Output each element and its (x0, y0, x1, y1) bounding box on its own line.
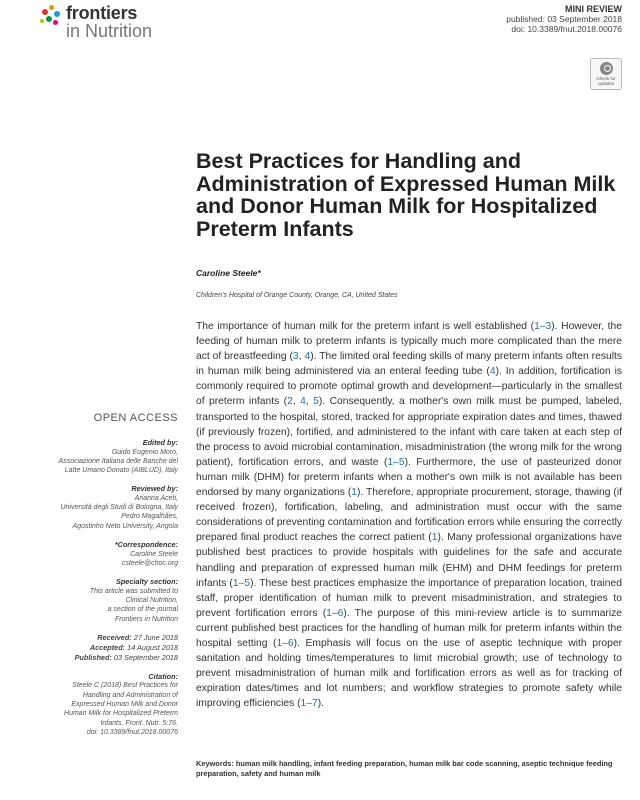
citation-link[interactable]: 1–7 (300, 698, 318, 710)
author-name[interactable]: Caroline Steele* (196, 268, 261, 278)
check-for-updates-button[interactable]: Check for updates (590, 58, 622, 90)
abstract-text: , (305, 396, 314, 408)
article-dates (30, 633, 178, 663)
published-date: published: 03 September 2018 (506, 14, 622, 24)
journal-name: in Nutrition (66, 21, 153, 41)
article-meta (506, 4, 622, 34)
correspondence-email[interactable]: csteele@choc.org (121, 559, 178, 567)
citation-link[interactable]: 2 (287, 396, 293, 408)
citation-link[interactable]: 5 (313, 396, 319, 408)
citation: Citation: Steele C (2018) Best Practices for Handling and Administration of Expressed Human Milk and Donor Human Milk for Hospitalized Preterm Infants. Front. Nutr. 5:76. doi: 10.3389/fnut.2018.00076 (30, 672, 178, 737)
abstract-text: ). However, the feeding of human milk to preterm infants is typically much more complicated than the mere act of breastfeeding ( (196, 321, 622, 363)
author-affiliation: Children's Hospital of Orange County, Orange, CA, United States (196, 292, 398, 299)
abstract-text: , (298, 351, 305, 363)
abstract-text: ). Therefore, appropriate procurement, storage, thawing (if received frozen), fortification, labeling, and administration must occur with the same considerations of preventing contamination and fortification errors while ensuring the correctly prepared final product reaches the correct patient ( (196, 487, 622, 544)
abstract-text: ). Furthermore, the use of pasteurized donor human milk (DHM) for preterm infants when a mother's own milk is not available has been endorsed by many organizations ( (196, 456, 622, 499)
citation-link[interactable]: 1–5 (232, 577, 251, 589)
citation-link[interactable]: 4 (300, 396, 306, 408)
abstract-text: ). The purpose of this mini-review article is to summarize current published best practices for the handling of human milk for preterm infants within the hospital setting ( (196, 607, 622, 649)
keywords-label: Keywords: (196, 759, 234, 768)
abstract-text: ). The limited oral feeding skills of many preterm infants often results in human milk being administered via an enteral feeding tube ( (196, 351, 622, 378)
doi-link[interactable]: doi: 10.3389/fnut.2018.00076 (511, 24, 622, 34)
abstract-text: ). These best practices emphasize the importance of preparation location, trained staff, proper identification of human milk to prevent misadministration, and strategies to prevent fortification errors ( (196, 577, 622, 619)
frontiers-logo-icon (40, 5, 62, 29)
received-date: Received: 27 June 2018 (97, 632, 178, 642)
check-updates-icon (600, 62, 613, 75)
editor-name[interactable]: Guido Eugenio Moro, (111, 448, 178, 456)
abstract-text: ). (317, 698, 325, 710)
citation-link[interactable]: 1 (431, 532, 438, 544)
abstract-text: , (292, 396, 301, 408)
abstract-text: ). Emphasis will focus on the use of aseptic technique with proper sanitation and holding times/temperatures to limit microbial growth; use of technology to prevent misadministration of human milk and fortification errors as well as for tracking of expiration dates/times and lot numbers; and workflow strategies to promote safety while improving efficiencies ( (196, 637, 622, 710)
reviewer-name[interactable]: Pedro Magalhães, (121, 513, 178, 521)
citation-link[interactable]: 4 (304, 351, 311, 363)
open-access-label: OPEN ACCESS (93, 412, 178, 424)
citation-link[interactable]: 1–5 (387, 456, 405, 468)
correspondence: *Correspondence: Caroline Steele csteele@choc.org (30, 540, 178, 568)
specialty-section: Specialty section: This article was submitted to Clinical Nutrition, a section of the journal Frontiers in Nutrition (89, 577, 178, 623)
reviewer-name[interactable]: Arianna Aceti, (134, 494, 178, 502)
citation-link[interactable]: 1–6 (326, 607, 344, 619)
abstract-text: ). Consequently, a mother's own milk must be pumped, labeled, transported to the hospital, stored, tracked for appropriate expiration dates and times, thawed (if previously frozen), fortified, and administered to the infant with care taken at each step of the process to avoid microbial contamination, misadministration (the wrong milk for the wrong patient), fortification errors, and waste ( (196, 396, 622, 468)
abstract (196, 319, 622, 711)
citation-link[interactable]: 1–6 (276, 637, 294, 649)
edited-by: Edited by: Guido Eugenio Moro, Associazione Italiana delle Banche del Latte Umano Donato (AIBLUD), Italy (30, 438, 178, 475)
published-date: Published: 03 September 2018 (74, 652, 178, 662)
abstract-text: ). In addition, fortification is commonly required to promote optimal growth and development—particularly in the smallest of preterm infants ( (196, 366, 623, 408)
reviewed-by: Reviewed by: Arianna Aceti, Università degli Studi di Bologna, Italy Pedro Magalhães, Agostinho Neto University, Angola (30, 484, 178, 531)
publisher-name: frontiers (66, 3, 138, 23)
citation-link[interactable]: 1 (351, 487, 357, 499)
journal-logo[interactable] (40, 4, 152, 40)
sidebar (30, 412, 178, 746)
article-type: MINI REVIEW (564, 4, 622, 14)
citation-link[interactable]: 4 (489, 366, 496, 378)
abstract-text: ). Many professional organizations have published best practices to provide hospitals with guidelines for the safe and accurate handling and preparation of expressed human milk (EHM) and DHM feedings for preterm infants ( (196, 532, 622, 589)
citation-link[interactable]: 1–3 (534, 321, 552, 332)
abstract-text: The importance of human milk for the preterm infant is well established ( (196, 321, 535, 332)
citation-link[interactable]: 3 (292, 351, 299, 363)
keywords (196, 759, 622, 778)
article-title: Best Practices for Handling and Administration of Expressed Human Milk and Donor Human Milk for Hospitalized Preterm Infants (196, 149, 616, 241)
accepted-date: Accepted: 14 August 2018 (89, 642, 178, 652)
citation-doi[interactable]: doi: 10.3389/fnut.2018.00076 (86, 728, 178, 736)
keywords-list: human milk handling, infant feeding preparation, human milk bar code scanning, aseptic technique feeding preparation, safety and human milk (196, 759, 613, 778)
